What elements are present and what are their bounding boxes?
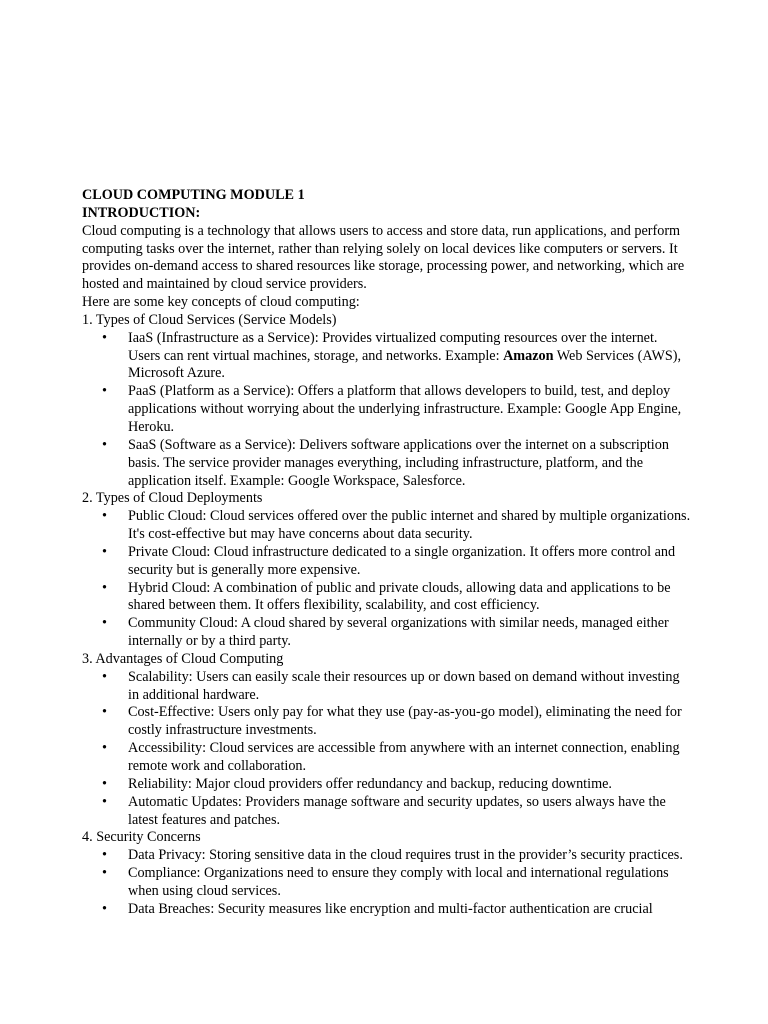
list-item (82, 901, 692, 919)
bullet-list (82, 847, 692, 918)
document-page (82, 187, 692, 919)
list-item-text: Data Privacy: Storing sensitive data in the cloud requires trust in the provider’s security practices. (128, 847, 683, 864)
list-item-text: Compliance: Organizations need to ensure they comply with local and international regulations when using cloud services. (128, 865, 669, 899)
list-item-bold-text: Amazon (503, 347, 554, 364)
list-item (82, 865, 692, 901)
list-item-text: Scalability: Users can easily scale their resources up or down based on demand without investing in additional hardware. (128, 668, 680, 703)
list-item-text: Data Breaches: Security measures like encryption and multi-factor authentication are crucial (128, 900, 653, 917)
list-item-text: Web Services (AWS), Microsoft Azure. (128, 347, 681, 382)
section-deployments (82, 490, 692, 651)
section-advantages (82, 651, 692, 829)
list-item (82, 437, 692, 491)
section-security (82, 829, 692, 918)
list-item-text: Private Cloud: Cloud infrastructure dedicated to a single organization. It offers more control and security but is generally more expensive. (128, 543, 676, 578)
bullet-list (82, 669, 692, 830)
list-item (82, 383, 692, 437)
section-heading: 4. Security Concerns (82, 829, 201, 846)
list-item-text: Automatic Updates: Providers manage software and security updates, so users always have the latest features and patches. (128, 793, 666, 828)
section-heading: 1. Types of Cloud Services (Service Models) (82, 311, 337, 328)
list-item-text: Accessibility: Cloud services are accessible from anywhere with an internet connection, enabling remote work and collaboration. (128, 740, 680, 774)
bullet-list (82, 330, 692, 491)
list-item (82, 704, 692, 740)
list-item (82, 740, 692, 776)
document-title: CLOUD COMPUTING MODULE 1 (82, 187, 305, 203)
intro-paragraph: Cloud computing is a technology that allows users to access and store data, run applications, and perform computing tasks over the internet, rather than relying solely on local devices like computers or servers. It provides on-demand access to shared resources like storage, processing power, and networking, which are hosted and maintained by cloud service providers. (82, 222, 685, 293)
intro-heading: INTRODUCTION: (82, 204, 201, 221)
list-item-text: PaaS (Platform as a Service): Offers a platform that allows developers to build, test, and deploy applications without worrying about the underlying infrastructure. Example: Google App Engine, Heroku. (128, 383, 682, 435)
list-item (82, 508, 692, 544)
list-item (82, 544, 692, 580)
list-item (82, 669, 692, 705)
list-item (82, 847, 692, 865)
section-service-models (82, 312, 692, 490)
list-item-text: Reliability: Major cloud providers offer redundancy and backup, reducing downtime. (128, 775, 612, 792)
concepts-lead: Here are some key concepts of cloud computing: (82, 294, 360, 311)
list-item-text: SaaS (Software as a Service): Delivers software applications over the internet on a subscription basis. The service provider manages everything, including infrastructure, platform, and the application itself. Example: Google Workspace, Salesforce. (128, 436, 669, 489)
list-item (82, 776, 692, 794)
list-item (82, 330, 692, 384)
list-item-text: Hybrid Cloud: A combination of public and private clouds, allowing data and applications to be shared between them. It offers flexibility, scalability, and cost efficiency. (128, 579, 671, 614)
list-item (82, 580, 692, 616)
list-item-text: Community Cloud: A cloud shared by several organizations with similar needs, managed either internally or by a third party. (128, 615, 669, 650)
list-item-text: IaaS (Infrastructure as a Service): Provides virtualized computing resources over the internet. Users can rent virtual machines, storage, and networks. Example: (128, 329, 658, 364)
bullet-list (82, 508, 692, 651)
list-item-text: Public Cloud: Cloud services offered over the public internet and shared by multiple organizations. It's cost-effective but may have concerns about data security. (128, 508, 691, 543)
list-item-text: Cost-Effective: Users only pay for what they use (pay-as-you-go model), eliminating the need for costly infrastructure investments. (128, 704, 682, 739)
section-heading: 3. Advantages of Cloud Computing (82, 650, 284, 667)
section-heading: 2. Types of Cloud Deployments (82, 490, 263, 507)
list-item (82, 615, 692, 651)
list-item (82, 794, 692, 830)
